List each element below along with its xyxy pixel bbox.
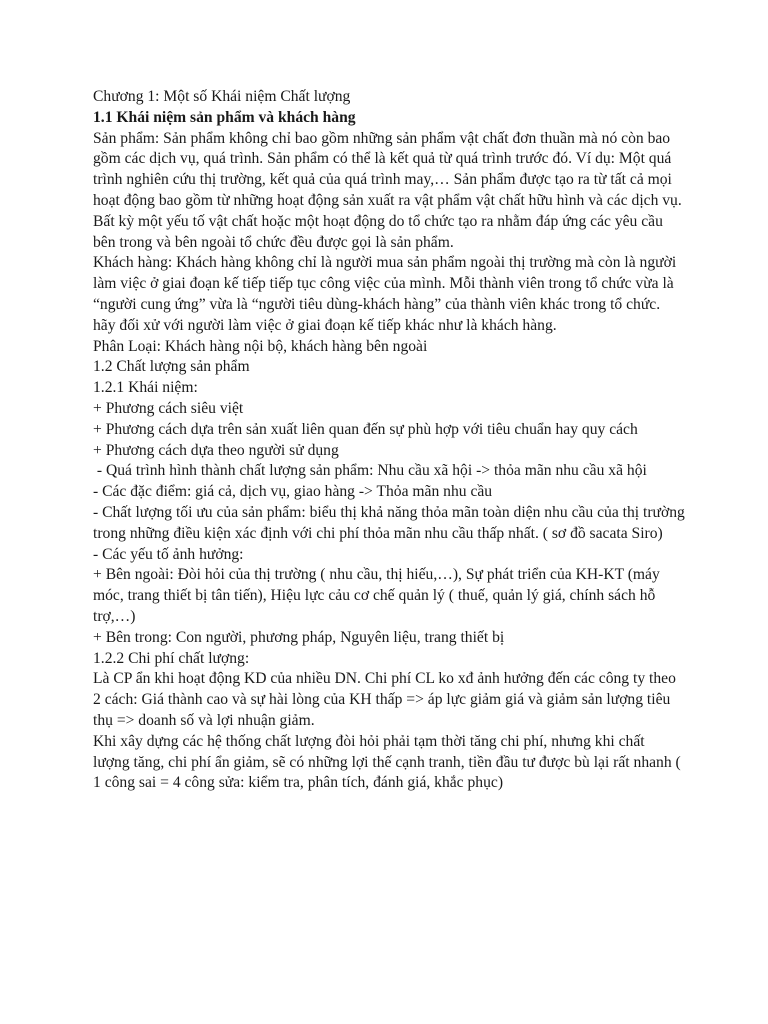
chapter-title: Chương 1: Một số Khái niệm Chất lượng bbox=[93, 88, 351, 105]
paragraph-phan-loai: Phân Loại: Khách hàng nội bộ, khách hàng bên ngoài bbox=[93, 337, 428, 355]
list-item-phuong-cach-nguoi-su-dung: + Phương cách dựa theo người sử dụng bbox=[93, 441, 339, 459]
list-item-phuong-cach-sieu-viet: + Phương cách siêu việt bbox=[93, 399, 244, 417]
document-body bbox=[93, 87, 685, 794]
list-item-qua-trinh: - Quá trình hình thành chất lượng sản phẩm: Nhu cầu xã hội -> thỏa mãn nhu cầu xã hội bbox=[93, 462, 647, 480]
list-item-ben-trong: + Bên trong: Con người, phương pháp, Nguyên liệu, trang thiết bị bbox=[93, 628, 505, 646]
paragraph-san-pham: Sản phẩm: Sản phẩm không chỉ bao gồm những sản phẩm vật chất đơn thuần mà nó còn bao gồm các dịch vụ, quá trình. Sản phẩm có thể là kết quả từ quá trình trước đó. Ví dụ: Một quá trình nghiên cứu thị trường, kết quả của quá trình may,… Sản phẩm được tạo ra từ tất cả mọi hoạt động bao gồm từ những hoạt động sản xuất ra vật phẩm vật chất hữu hình và các dịch vụ. Bất kỳ một yếu tố vật chất hoặc một hoạt động do tổ chức tạo ra nhằm đáp ứng các yêu cầu bên trong và bên ngoài tổ chức đều được gọi là sản phẩm. bbox=[93, 129, 682, 251]
section-heading-1-2-1: 1.2.1 Khái niệm: bbox=[93, 379, 198, 397]
section-heading-1-1: 1.1 Khái niệm sản phẩm và khách hàng bbox=[93, 108, 356, 126]
paragraph-khach-hang: Khách hàng: Khách hàng không chỉ là người mua sản phẩm ngoài thị trường mà còn là người làm việc ở giai đoạn kế tiếp tiếp tục công việc của mình. Mỗi thành viên trong tổ chức vừa là “người cung ứng” vừa là “người tiêu dùng-khách hàng” của thành viên khác trong tổ chức. hãy đối xử với người làm việc ở giai đoạn kế tiếp khác như là khách hàng. bbox=[93, 254, 677, 334]
list-item-ben-ngoai: + Bên ngoài: Đòi hỏi của thị trường ( nhu cầu, thị hiếu,…), Sự phát triển của KH-KT (máy móc, trang thiết bị tân tiến), Hiệu lực cảu cơ chế quản lý ( thuế, quản lý giá, chính sách hỗ trợ,…) bbox=[93, 566, 660, 625]
paragraph-cp-an: Là CP ẩn khi hoạt động KD của nhiều DN. Chi phí CL ko xđ ảnh hưởng đến các công ty theo 2 cách: Giá thành cao và sự hài lòng của KH thấp => áp lực giảm giá và giảm sản lượng tiêu thụ => doanh số và lợi nhuận giảm. bbox=[93, 670, 676, 729]
list-item-chat-luong-toi-uu: - Chất lượng tối ưu của sản phẩm: biểu thị khả năng thỏa mãn toàn diện nhu cầu của thị trường trong những điều kiện xác định với chi phí thỏa mãn nhu cầu thấp nhất. ( sơ đồ sacata Siro) bbox=[93, 503, 685, 542]
list-item-phuong-cach-san-xuat: + Phương cách dựa trên sản xuất liên quan đến sự phù hợp với tiêu chuẩn hay quy cách bbox=[93, 420, 638, 438]
list-item-yeu-to-anh-huong: - Các yếu tố ảnh hưởng: bbox=[93, 545, 244, 563]
list-item-dac-diem: - Các đặc điểm: giá cả, dịch vụ, giao hàng -> Thỏa mãn nhu cầu bbox=[93, 483, 493, 501]
section-heading-1-2-2: 1.2.2 Chi phí chất lượng: bbox=[93, 649, 250, 667]
paragraph-xay-dung-he-thong: Khi xây dựng các hệ thống chất lượng đòi hỏi phải tạm thời tăng chi phí, nhưng khi chất lượng tăng, chi phí ẩn giảm, sẽ có những lợi thế cạnh tranh, tiền đầu tư được bù lại rất nhanh ( 1 công sai = 4 công sửa: kiểm tra, phân tích, đánh giá, khắc phục) bbox=[93, 732, 681, 792]
section-heading-1-2: 1.2 Chất lượng sản phẩm bbox=[93, 358, 250, 376]
